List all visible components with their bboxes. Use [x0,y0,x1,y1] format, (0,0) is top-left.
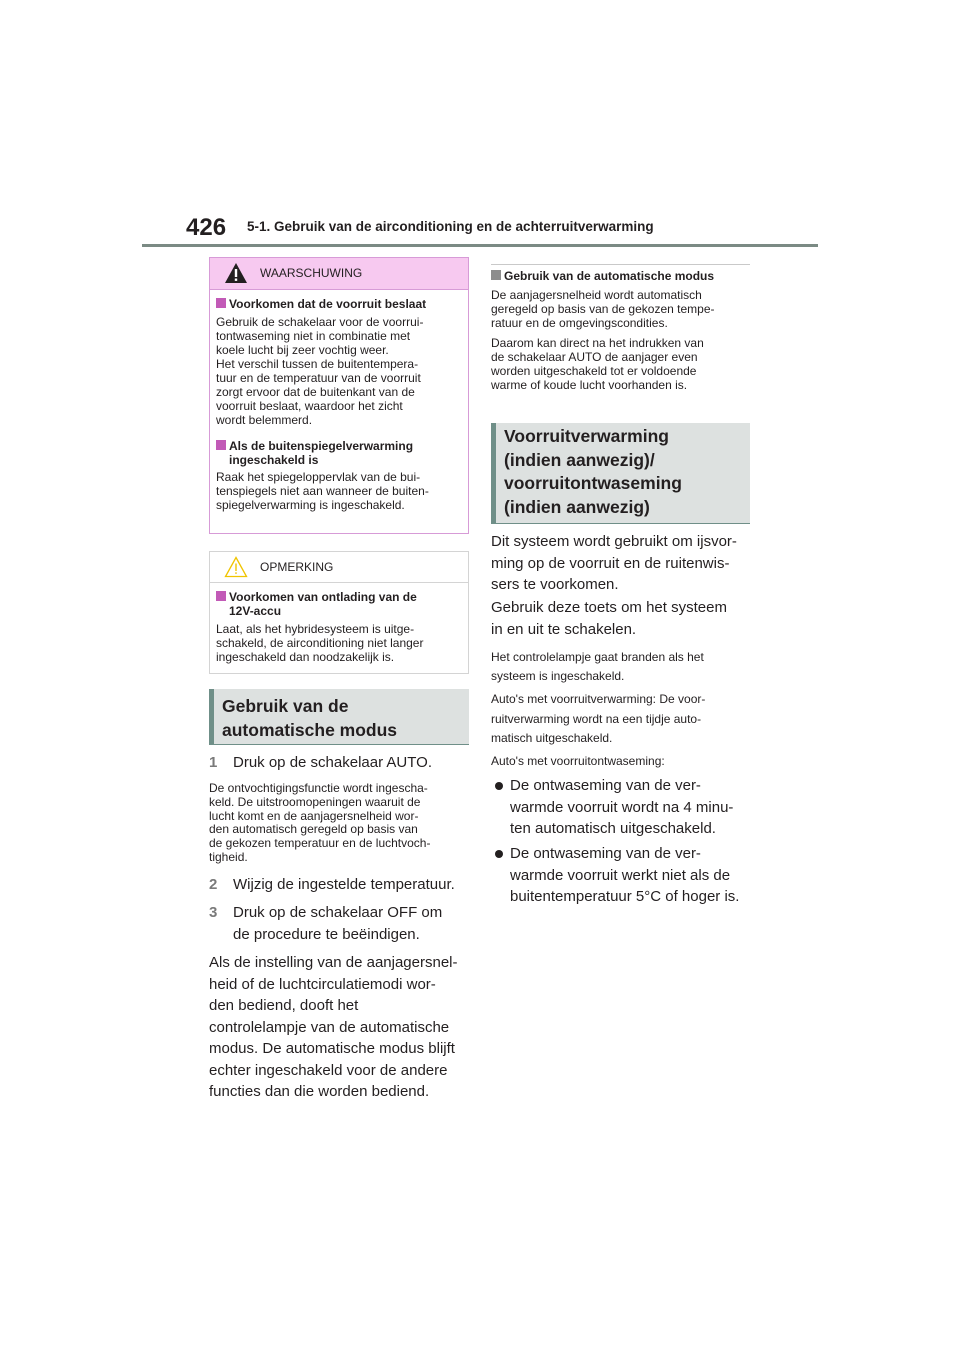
auto-mode-paragraph: Als de instelling van de aanjagersnel- heid of de luchtcirculatiemodi wor- den bediend, dooft het controlelampje van de automatische modus. De automatische modus blijft echter ingeschakeld voor de andere functies dan die worden bediend. [209,954,458,1100]
caution-triangle-icon [224,556,248,578]
bullet-square-icon [491,270,501,280]
windshield-note: Het controlelampje gaat branden als het systeem is ingeschakeld. [491,650,704,683]
warning-item-text: Raak het spiegeloppervlak van de bui- tenspiegels niet aan wanneer de buiten- spiegelverwarming is ingeschakeld. [216,470,429,512]
page-number: 426 [186,214,227,241]
warning-item-title: Voorkomen dat de voorruit beslaat [216,297,462,311]
warning-icon [224,262,248,284]
bullet-square-icon [216,298,226,308]
step-1-detail: De ontvochtigingsfunctie wordt ingescha- keld. De uitstroomopeningen waaruit de lucht komt en de aanjagersnelheid wor- den automatisch geregeld op basis van de gekozen temperatuur en de luchtvoch- tigheid. [209,781,431,864]
section-heading-windshield: Voorruitverwarming (indien aanwezig)/ voorruitontwaseming (indien aanwezig) [491,423,750,524]
bullet-item: De ontwaseming van de ver- warmde voorruit wordt na 4 minu- ten automatisch uitgeschakeld. [491,775,753,841]
warning-header [210,258,468,290]
note-box [209,551,469,674]
bullet-square-icon [216,591,226,601]
note-label: OPMERKING [260,560,334,574]
windshield-paragraph: Gebruik deze toets om het systeem in en uit te schakelen. [491,599,727,638]
windshield-note: Auto's met voorruitontwaseming: [491,754,665,768]
warning-box [209,257,469,534]
windshield-paragraph: Dit systeem wordt gebruikt om ijsvor- ming op de voorruit en de ruitenwis- sers te voorkomen. [491,533,737,593]
windshield-note: Auto's met voorruitverwarming: De voor- ruitverwarming wordt na een tijdje auto- matisch uitgeschakeld. [491,692,706,745]
bullet-dot-icon [495,850,503,858]
bullet-dot-icon [495,782,503,790]
auto-mode-use-title: Gebruik van de automatische modus [491,269,750,283]
warning-item-title: Als de buitenspiegelverwarming ingeschakeld is [216,439,462,467]
bullet-square-icon [216,440,226,450]
section-heading-auto-mode: Gebruik van de automatische modus [209,689,469,745]
auto-mode-use-text: Daarom kan direct na het indrukken van de schakelaar AUTO de aanjager even worden uitgeschakeld tot er voldoende warme of koude lucht voorhanden is. [491,336,704,392]
step-2: 2 Wijzig de ingestelde temperatuur. [209,876,455,893]
note-item-text: Laat, als het hybridesysteem is uitge- schakeld, de airconditioning niet langer ingeschakeld dan noodzakelijk is. [216,622,424,664]
auto-mode-use-text: De aanjagersnelheid wordt automatisch geregeld op basis van de gekozen tempe- ratuur en de omgevingscondities. [491,288,715,330]
auto-mode-use-block [491,264,750,393]
header-divider [142,244,818,247]
warning-label: WAARSCHUWING [260,266,363,280]
note-item-title: Voorkomen van ontlading van de 12V-accu [216,590,462,618]
chapter-title: 5-1. Gebruik van de airconditioning en de achterruitverwarming [247,219,654,234]
note-header [210,552,468,583]
warning-item-text: Gebruik de schakelaar voor de voorrui- tontwaseming niet in combinatie met koele lucht bij zeer vochtig weer. Het verschil tussen de buitentempera- tuur en de temperatuur van de voorruit zorgt ervoor dat de buitenkant van de voorruit beslaat, waardoor het zicht wordt belemmerd. [216,315,424,427]
step-3: 3 Druk op de schakelaar OFF om de procedure te beëindigen. [209,904,443,943]
step-1: 1 Druk op de schakelaar AUTO. [209,754,432,771]
bullet-item: De ontwaseming van de ver- warmde voorruit werkt niet als de buitentemperatuur 5°C of hoger is. [491,843,753,909]
